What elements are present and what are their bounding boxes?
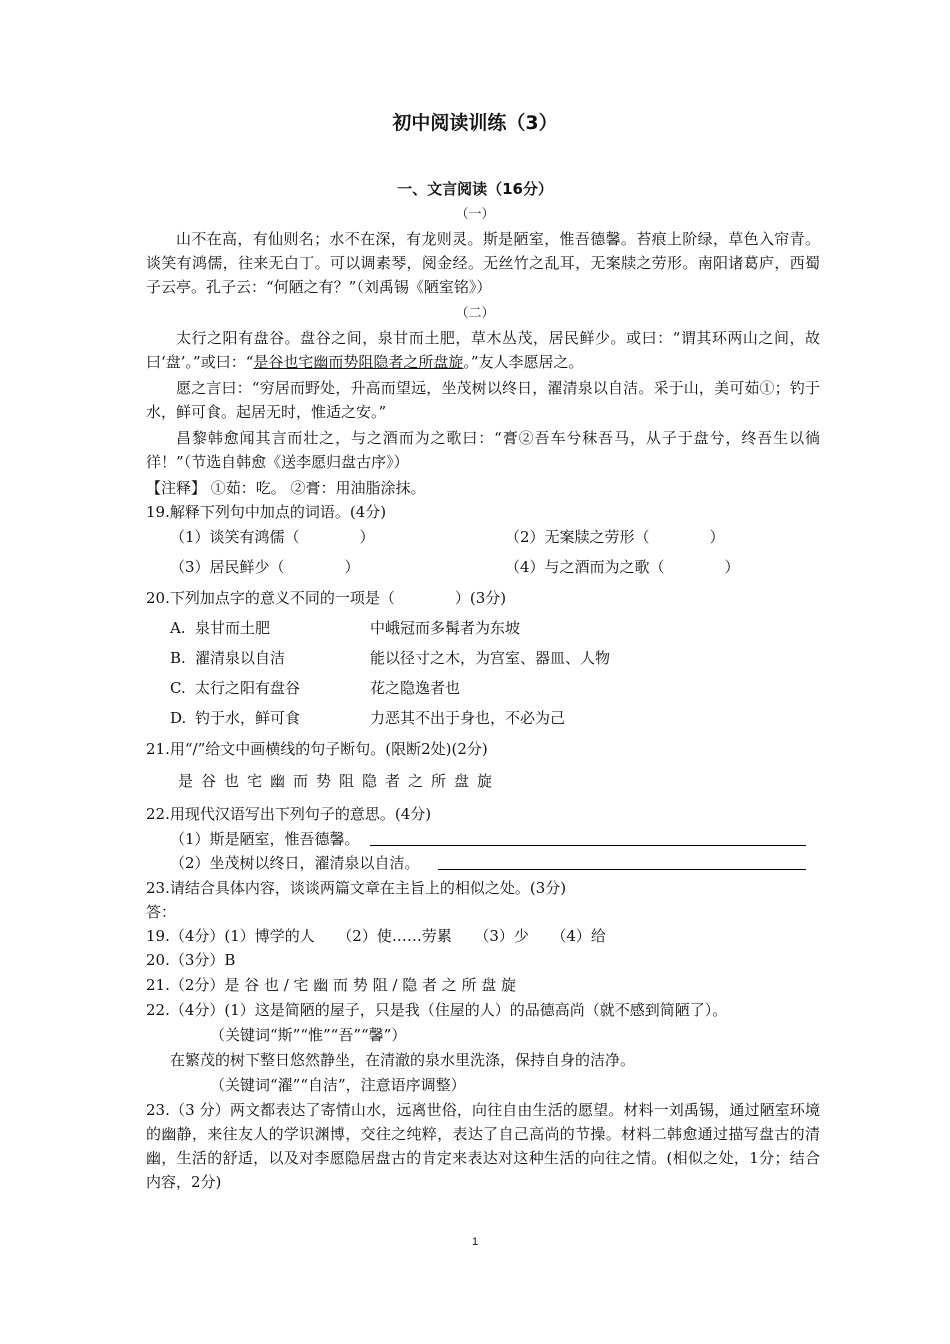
answer-22-item-2: 在繁茂的树下整日悠然静坐，在清澈的泉水里洗涤，保持自身的洁净。: [170, 1051, 636, 1069]
option-a-left: 泉甘而土肥: [195, 619, 271, 637]
part1-label: （一）: [455, 207, 495, 222]
answer-22-item-1: 22.（4分）(1）这是简陋的屋子，只是我（住屋的人）的品德高尚（就不感到简陋了）。: [146, 1001, 728, 1019]
passage-two-text-b: 。”友人李愿居之。: [463, 353, 584, 371]
passage-two-text-a: 太行之阳有盘谷。盘谷之间，泉甘而土肥，草木丛茂，居民鲜少。或曰：“谓其环两山之间，故曰‘盘’。”或曰：“: [146, 329, 820, 371]
question-19-item-4: （4）与之酒而为之歌（ ）: [505, 558, 740, 576]
option-b-right: 能以径寸之木，为宫室、器皿、人物: [370, 649, 611, 667]
answer-22-keywords-1: （关键词“斯”“惟”“吾”“馨”）: [210, 1026, 407, 1044]
question-23: 23.请结合具体内容，谈谈两篇文章在主旨上的相似之处。(3分): [146, 879, 567, 897]
option-a-letter: A.: [170, 619, 186, 637]
question-22: 22.用现代汉语写出下列句子的意思。(4分): [146, 805, 432, 823]
option-d-letter: D.: [170, 709, 187, 727]
answer-label: 答：: [146, 903, 177, 921]
question-19-item-2: （2）无案牍之劳形（ ）: [505, 528, 725, 546]
option-b-left: 濯清泉以自洁: [195, 649, 286, 667]
page-number: 1: [471, 1236, 479, 1248]
option-a-right: 中峨冠而多髯者为东坡: [370, 619, 521, 637]
question-20: 20.下列加点字的意义不同的一项是（ ）(3分): [146, 589, 507, 607]
option-c-letter: C.: [170, 679, 186, 697]
question-21-sentence: 是谷也宅幽而势阻隐者之所盘旋: [178, 772, 501, 790]
option-d-left: 钓于水，鲜可食: [195, 709, 301, 727]
question-19: 19.解释下列句中加点的词语。(4分): [146, 503, 387, 521]
option-c-left: 太行之阳有盘谷: [195, 679, 301, 697]
answer-line-2: [438, 869, 806, 870]
question-21: 21.用“/”给文中画横线的句子断句。(限断2处)(2分): [146, 740, 488, 758]
answer-19: 19.（4分）(1）博学的人 （2）使……劳累 （3）少 （4）给: [146, 927, 606, 945]
passage-two-paragraph-2: 愿之言曰：“穷居而野处，升高而望远，坐茂树以终日，濯清泉以自洁。采于山，美可茹①；钓于水，鲜可食。起居无时，惟适之安。”: [146, 379, 820, 421]
answer-21: 21.（2分）是 谷 也 / 宅 幽 而 势 阻 / 隐 者 之 所 盘 旋: [146, 976, 517, 994]
passage-two-paragraph-1: [146, 326, 820, 374]
passage-one: 山不在高，有仙则名；水不在深，有龙则灵。斯是陋室，惟吾德馨。苔痕上阶绿，草色入帘青。谈笑有鸿儒，往来无白丁。可以调素琴，阅金经。无丝竹之乱耳，无案牍之劳形。南阳诸葛庐，西蜀子云亭。孔子云：“何陋之有？”（刘禹锡《陋室铭》）: [146, 230, 820, 296]
part2-label: （二）: [455, 306, 495, 321]
question-19-item-3: （3）居民鲜少（ ）: [170, 558, 360, 576]
question-22-item-1: （1）斯是陋室，惟吾德馨。: [170, 830, 360, 848]
option-c-right: 花之隐逸者也: [370, 679, 461, 697]
option-b-letter: B.: [170, 649, 186, 667]
answer-20: 20.（3分）B: [146, 951, 236, 969]
underlined-sentence: 是谷也宅幽而势阻隐者之所盘旋: [253, 353, 464, 371]
answer-22-keywords-2: （关键词“濯”“自洁”，注意语序调整）: [210, 1076, 466, 1094]
section-heading: 一、文言阅读（16分）: [397, 180, 553, 198]
question-22-item-2: （2）坐茂树以终日，濯清泉以自洁。: [170, 854, 420, 872]
answer-line-1: [370, 845, 806, 846]
passage-two-paragraph-3: 昌黎韩愈闻其言而壮之，与之酒而为之歌曰：“膏②吾车兮秣吾马，从子于盘兮，终吾生以徜徉！”（节选自韩愈《送李愿归盘古序》）: [146, 429, 820, 471]
question-19-item-1: （1）谈笑有鸿儒（ ）: [170, 528, 375, 546]
page-title: 初中阅读训练（3）: [392, 112, 558, 134]
annotation-note: 【注释】 ①茹：吃。 ②膏：用油脂涂抹。: [146, 479, 426, 497]
answer-23: 23.（3 分）两文都表达了寄情山水，远离世俗，向往自由生活的愿望。材料一刘禹锡，通过陋室环境的幽静，来往友人的学识渊博，交往之纯粹，表达了自己高尚的节操。材料二韩愈通过描写盘古的清幽，生活的舒适，以及对李愿隐居盘古的肯定来表达对这种生活的向往之情。(相似之处，1分；结合内容，2分): [146, 1101, 820, 1191]
option-d-right: 力恶其不出于身也，不必为己: [370, 709, 566, 727]
